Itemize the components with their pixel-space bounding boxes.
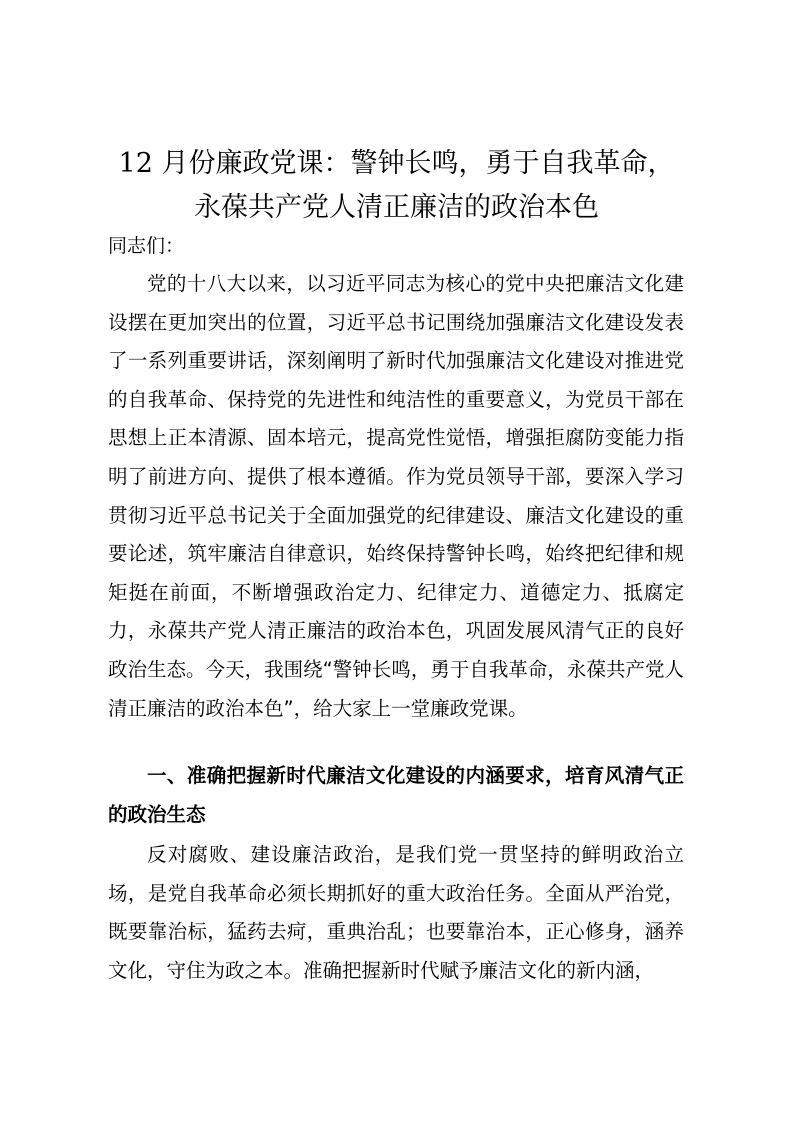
document-title-line-2: 永葆共产党人清正廉洁的政治本色 [194,192,599,223]
salutation: 同志们： [108,235,185,257]
section-heading-1: 一、准确把握新时代廉洁文化建设的内涵要求，培育风清气正的政治生态 [108,764,684,826]
body-paragraph-1: 党的十八大以来，以习近平同志为核心的党中央把廉洁文化建设摆在更加突出的位置，习近平总书记围绕加强廉洁文化建设发表了一系列重要讲话，深刻阐明了新时代加强廉洁文化建设对推进党的自我革命、保持党的先进性和纯洁性的重要意义，为党员干部在思想上正本清源、固本培元，提高党性觉悟，增强拒腐防变能力指明了前进方向、提供了根本遵循。作为党员领导干部，要深入学习贯彻习近平总书记关于全面加强党的纪律建设、廉洁文化建设的重要论述，筑牢廉洁自律意识，始终保持警钟长鸣，始终把纪律和规矩挺在前面，不断增强政治定力、纪律定力、道德定力、抵腐定力，永葆共产党人清正廉洁的政治本色，巩固发展风清气正的良好政治生态。今天，我围绕“警钟长鸣，勇于自我革命，永葆共产党人清正廉洁的政治本色”，给大家上一堂廉政党课。 [108,272,684,720]
body-paragraph-2: 反对腐败、建设廉洁政治，是我们党一贯坚持的鲜明政治立场，是党自我革命必须长期抓好的重大政治任务。全面从严治党，既要靠治标，猛药去疴，重典治乱；也要靠治本，正心修身，涵养文化，守住为政之本。准确把握新时代赋予廉洁文化的新内涵， [108,843,684,982]
document-title-line-1: 12 月份廉政党课：警钟长鸣，勇于自我革命， [118,148,675,179]
